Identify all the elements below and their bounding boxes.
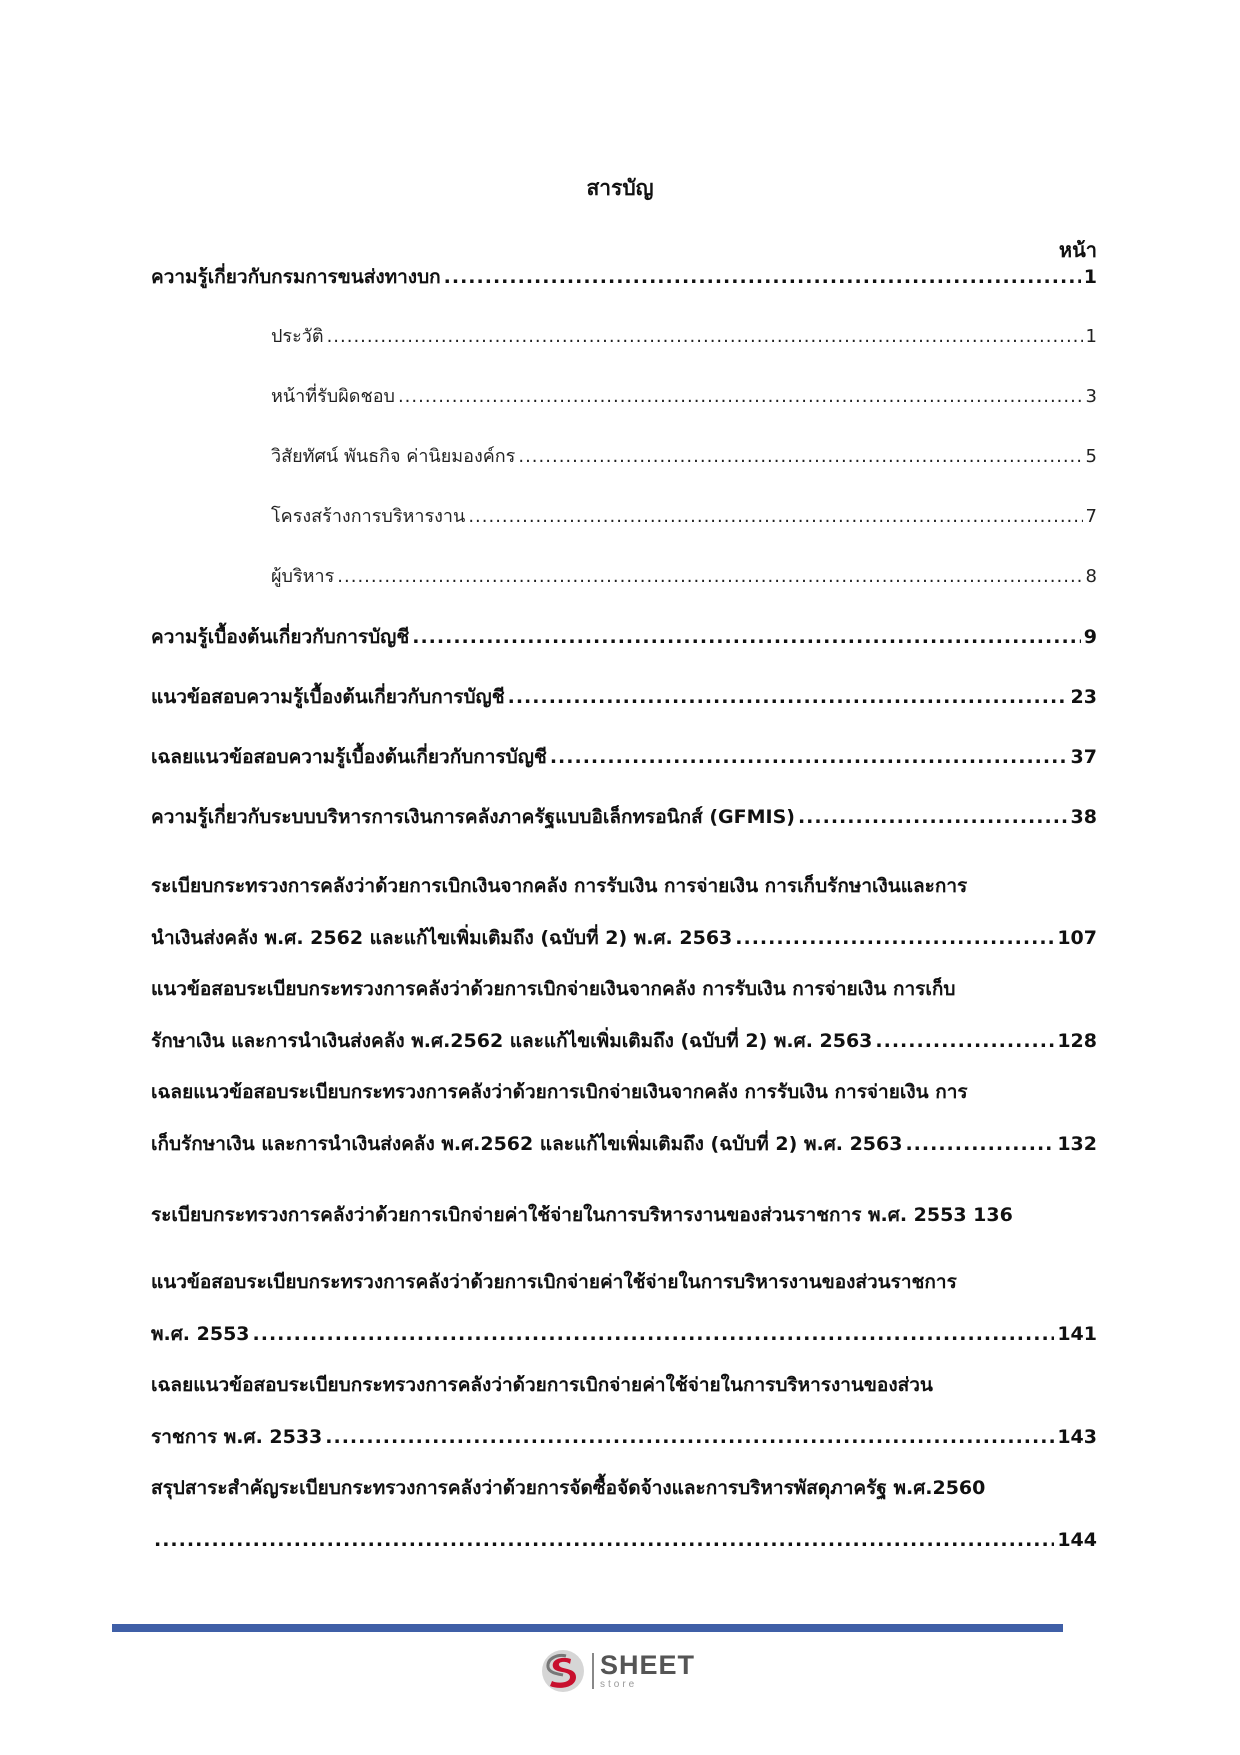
toc-entry-treasury-regulation-2562[interactable] xyxy=(151,860,1097,964)
toc-entry-title: วิสัยทัศน์ พันธกิจ ค่านิยมองค์กร xyxy=(271,446,516,467)
toc-page-number: 141 xyxy=(1057,1323,1097,1345)
logo-subword: store xyxy=(600,1679,638,1690)
dot-leader xyxy=(444,251,1081,303)
dot-leader xyxy=(154,1514,1054,1566)
toc-entry-expense-regulation-answers[interactable] xyxy=(151,1359,1097,1463)
dot-leader xyxy=(412,611,1081,663)
toc-entry-title: เฉลยแนวข้อสอบระเบียบกระทรวงการคลังว่าด้วยการเบิกจ่ายเงินจากคลัง การรับเงิน การจ่ายเงิน การ xyxy=(151,1081,968,1103)
toc-subentry-org-structure[interactable] xyxy=(271,491,1097,543)
toc-page-number: 132 xyxy=(1057,1133,1097,1155)
toc-entry-title-cont: นำเงินส่งคลัง พ.ศ. 2562 และแก้ไขเพิ่มเติมถึง (ฉบับที่ 2) พ.ศ. 2563 xyxy=(151,927,733,949)
dot-leader xyxy=(253,1308,1055,1360)
logo-text xyxy=(600,1652,695,1690)
toc-entry-title: แนวข้อสอบระเบียบกระทรวงการคลังว่าด้วยการเบิกจ่ายเงินจากคลัง การรับเงิน การจ่ายเงิน การเก็บ xyxy=(151,978,956,1000)
toc-page-number: 107 xyxy=(1057,927,1097,949)
toc-entry-title-cont: ราชการ พ.ศ. 2533 xyxy=(151,1426,323,1448)
toc-page-number: 143 xyxy=(1057,1426,1097,1448)
footer-divider-bar xyxy=(112,1624,1063,1632)
toc-entry-expense-regulation-2553[interactable] xyxy=(151,1189,1097,1241)
toc-page-number: 1 xyxy=(1083,266,1097,288)
toc-page-number: 128 xyxy=(1057,1030,1097,1052)
dot-leader xyxy=(327,311,1083,363)
toc-entry-title-cont: เก็บรักษาเงิน และการนำเงินส่งคลัง พ.ศ.2562 และแก้ไขเพิ่มเติมถึง (ฉบับที่ 2) พ.ศ. 2563 xyxy=(151,1133,903,1155)
sheet-store-s-icon xyxy=(540,1648,586,1694)
toc-page-number: 9 xyxy=(1083,626,1097,648)
toc-subentry-executives[interactable] xyxy=(271,551,1097,603)
dot-leader xyxy=(468,491,1082,543)
toc-page-number: 37 xyxy=(1070,746,1097,768)
toc-subentry-history[interactable] xyxy=(271,311,1097,363)
toc-entry-title: ความรู้เบื้องต้นเกี่ยวกับการบัญชี xyxy=(151,626,410,648)
logo-separator xyxy=(592,1653,594,1689)
toc-page-number: 1 xyxy=(1085,326,1097,347)
dot-leader xyxy=(508,671,1068,723)
toc-entry-dlt-knowledge[interactable] xyxy=(151,251,1097,303)
toc-entry-accounting-answers[interactable] xyxy=(151,731,1097,783)
sheet-store-logo xyxy=(540,1646,710,1696)
toc-entry-title: หน้าที่รับผิดชอบ xyxy=(271,386,395,407)
dot-leader xyxy=(398,371,1083,423)
toc-page-number: 7 xyxy=(1085,506,1097,527)
toc-entry-title: สรุปสาระสำคัญระเบียบกระทรวงการคลังว่าด้วยการจัดซื้อจัดจ้างและการบริหารพัสดุภาครัฐ พ.ศ.2560 xyxy=(151,1477,986,1499)
toc-entry-gfmis[interactable] xyxy=(151,791,1097,843)
toc-page-number: 23 xyxy=(1070,686,1097,708)
toc-entry-title-cont: รักษาเงิน และการนำเงินส่งคลัง พ.ศ.2562 และแก้ไขเพิ่มเติมถึง (ฉบับที่ 2) พ.ศ. 2563 xyxy=(151,1030,873,1052)
toc-page-number: 38 xyxy=(1070,806,1097,828)
toc-entry-title: เฉลยแนวข้อสอบความรู้เบื้องต้นเกี่ยวกับการบัญชี xyxy=(151,746,547,768)
toc-entry-procurement-summary[interactable] xyxy=(151,1462,1097,1566)
page-column-label: หน้า xyxy=(1058,238,1097,262)
toc-entry-expense-regulation-exam[interactable] xyxy=(151,1256,1097,1360)
dot-leader xyxy=(798,791,1068,843)
dot-leader xyxy=(905,1118,1054,1170)
logo-word: SHEET xyxy=(600,1650,696,1680)
toc-entry-accounting-exam[interactable] xyxy=(151,671,1097,723)
toc-entry-title: แนวข้อสอบระเบียบกระทรวงการคลังว่าด้วยการเบิกจ่ายค่าใช้จ่ายในการบริหารงานของส่วนราชการ xyxy=(151,1271,957,1293)
toc-entry-title: แนวข้อสอบความรู้เบื้องต้นเกี่ยวกับการบัญชี xyxy=(151,686,505,708)
toc-entry-title: ผู้บริหาร xyxy=(271,566,335,587)
page-title: สารบัญ xyxy=(586,176,654,200)
toc-page-number: 3 xyxy=(1085,386,1097,407)
toc-entry-title: ประวัติ xyxy=(271,326,324,347)
dot-leader xyxy=(337,551,1082,603)
toc-subentry-vision-mission[interactable] xyxy=(271,431,1097,483)
toc-entry-title: ความรู้เกี่ยวกับกรมการขนส่งทางบก xyxy=(151,266,441,288)
dot-leader xyxy=(518,431,1082,483)
toc-entry-accounting-basics[interactable] xyxy=(151,611,1097,663)
toc-entry-title: ความรู้เกี่ยวกับระบบบริหารการเงินการคลังภาครัฐแบบอิเล็กทรอนิกส์ (GFMIS) xyxy=(151,806,795,828)
toc-page-number: 5 xyxy=(1085,446,1097,467)
dot-leader xyxy=(875,1015,1054,1067)
toc-entry-title: ระเบียบกระทรวงการคลังว่าด้วยการเบิกเงินจากคลัง การรับเงิน การจ่ายเงิน การเก็บรักษาเงินและการ xyxy=(151,875,968,897)
toc-entry-title: โครงสร้างการบริหารงาน xyxy=(271,506,466,527)
toc-entry-title: ระเบียบกระทรวงการคลังว่าด้วยการเบิกจ่ายค่าใช้จ่ายในการบริหารงานของส่วนราชการ พ.ศ. 2553 136 xyxy=(151,1204,1013,1226)
dot-leader xyxy=(325,1411,1054,1463)
toc-entry-title: เฉลยแนวข้อสอบระเบียบกระทรวงการคลังว่าด้วยการเบิกจ่ายค่าใช้จ่ายในการบริหารงานของส่วน xyxy=(151,1374,933,1396)
toc-entry-treasury-regulation-answers[interactable] xyxy=(151,1066,1097,1170)
toc-entry-title-cont: พ.ศ. 2553 xyxy=(151,1323,250,1345)
toc-subentry-responsibilities[interactable] xyxy=(271,371,1097,423)
toc-page-number: 8 xyxy=(1085,566,1097,587)
toc-page-number: 144 xyxy=(1057,1529,1097,1551)
dot-leader xyxy=(735,912,1054,964)
toc-entry-treasury-regulation-exam[interactable] xyxy=(151,963,1097,1067)
dot-leader xyxy=(550,731,1068,783)
